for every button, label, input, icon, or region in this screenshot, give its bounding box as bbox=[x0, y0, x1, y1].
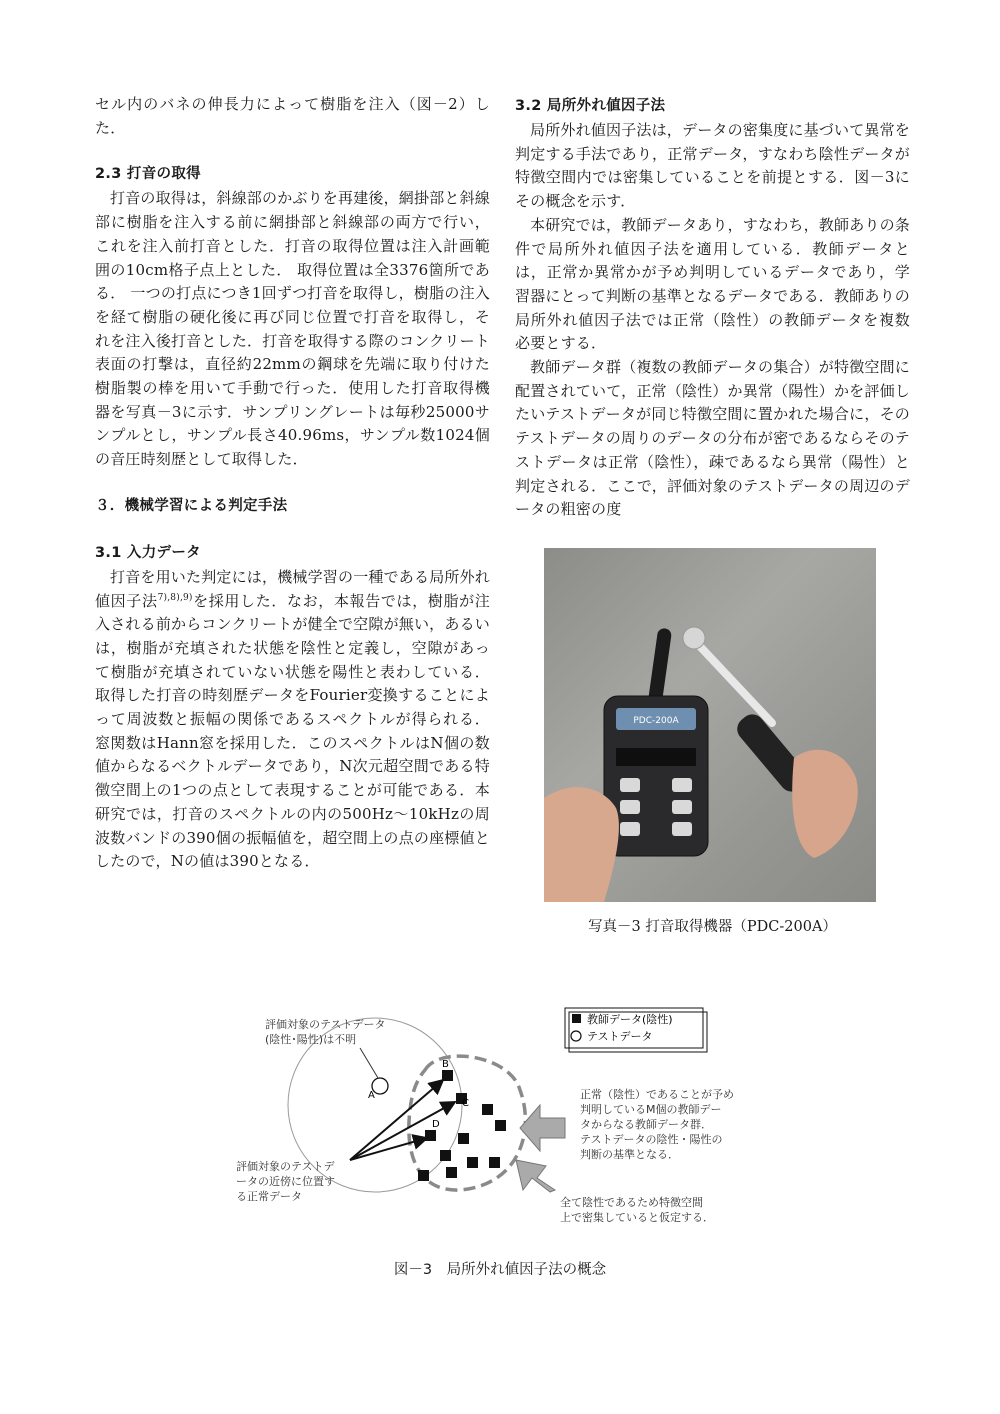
device-screen-shape bbox=[616, 748, 696, 766]
section-heading-3-2: 3.2 局所外れ値因子法 bbox=[515, 98, 666, 114]
neighbor-label-line3: る正常データ bbox=[236, 1190, 302, 1203]
device-illustration bbox=[544, 548, 876, 902]
section-heading-3: ３．機械学習による判定手法 bbox=[95, 497, 288, 514]
group-label-line5: 判断の基準となる． bbox=[580, 1148, 679, 1161]
right-column bbox=[515, 93, 910, 522]
neighbor-label-line2: ータの近傍に位置す bbox=[236, 1175, 335, 1188]
teacher-group-boundary bbox=[409, 1056, 526, 1190]
point-a-label: A bbox=[368, 1090, 375, 1101]
group-label-line2: 判明しているM個の教師デー bbox=[580, 1103, 722, 1116]
device-label-text: PDC-200A bbox=[633, 716, 679, 726]
citation-superscript: 7),8),9) bbox=[157, 592, 193, 603]
unknown-label-line1: 評価対象のテストデータ bbox=[265, 1018, 386, 1031]
paragraph-3-2-third: 教師データ群（複数の教師データの集合）が特徴空間に配置されていて，正常（陰性）か異常（陽性）かを評価したいテストデータが同じ特徴空間に置かれた場合に，そのテストデータの周りのデータの分布が密であるならそのテストデータは正常（陰性），疎であるなら異常（陽性）と判定される．ここで，評価対象のテストデータの周辺のデータの粗密の度 bbox=[515, 358, 911, 519]
paragraph-3-1-part-a: 打音を用いた判定には，機械学習の一種である局所外れ値因子法 bbox=[95, 567, 491, 610]
group-label-line1: 正常（陰性）であることが予め bbox=[580, 1088, 734, 1101]
legend-teacher-marker bbox=[572, 1014, 581, 1023]
point-b-label: B bbox=[442, 1059, 449, 1070]
steel-ball-shape bbox=[683, 627, 705, 649]
paragraph-2-3: 打音の取得は，斜線部のかぶりを再建後，網掛部と斜線部に樹脂を注入する前に網掛部と斜線部の両方で行い，これを注入前打音とした．打音の取得位置は注入計画範囲の10cm格子点上とした． 取得位置は全3376箇所である． 一つの打点につき1回ずつ打音を取得し，樹脂の注入を経て樹脂の硬化後に再び同じ位置で打音を取得し，それを注入後打音とした．打音を取得する際のコンクリート表面の打撃は，直径約22mmの鋼球を先端に取り付けた樹脂製の棒を用いて手動で行った．使用した打音取得機器を写真－3に示す．サンプリングレートは毎秒25000サンプルとし，サンプル長さ40.96ms，サンプル数1024個の音圧時刻歴として取得した． bbox=[95, 189, 491, 469]
paragraph-continued: セル内のバネの伸長力によって樹脂を注入（図－2）した． bbox=[95, 95, 490, 137]
point-d-label: D bbox=[432, 1119, 440, 1130]
left-column bbox=[95, 93, 490, 874]
right-hand-shape bbox=[792, 750, 858, 858]
legend-test-label: テストデータ bbox=[587, 1030, 653, 1043]
point-c-label: C bbox=[462, 1098, 469, 1109]
dense-label-line1: 全て陰性であるため特徴空間 bbox=[560, 1196, 703, 1209]
dense-pointer-arrow bbox=[516, 1160, 555, 1192]
legend-teacher-label: 教師データ(陰性) bbox=[587, 1013, 673, 1026]
group-label-line3: タからなる教師データ群． bbox=[580, 1118, 712, 1131]
neighbor-label-line1: 評価対象のテストデ bbox=[236, 1160, 335, 1173]
figure-lof-concept bbox=[220, 1000, 780, 1240]
dense-label-line2: 上で密集していると仮定する． bbox=[560, 1211, 714, 1224]
paragraph-3-1 bbox=[95, 566, 490, 874]
paragraph-3-2-first: 局所外れ値因子法は，データの密集度に基づいて異常を判定する手法であり，正常データ，すなわち陰性データが特徴空間内では密集していることを前提とする．図－3にその概念を示す． bbox=[515, 121, 911, 211]
figure-lof-svg bbox=[220, 1000, 780, 1240]
figure-3-caption: 図－3 局所外れ値因子法の概念 bbox=[393, 1262, 607, 1278]
paragraph-3-1-part-b: を採用した．なお，本報告では，樹脂が注入される前からコンクリートが健全で空隙が無い，あるいは，樹脂が充填された状態を陰性と定義し，空隙があって樹脂が充填されていない状態を陽性と表わしている．取得した打音の時刻歴データをFourier変換することによって周波数と振幅の関係であるスペクトルが得られる． 窓関数はHann窓を採用した．このスペクトルはN個の数値からなるベクトルデータであり，N次元超空間である特徴空間上の1つの点として表現することが可能である．本研究では，打音のスペクトルの内の500Hz～10kHzの周波数バンドの390個の振幅値を，超空間上の点の座標値としたので，Nの値は390となる． bbox=[95, 591, 490, 871]
legend-test-marker bbox=[571, 1031, 581, 1041]
group-label-line4: テストデータの陰性・陽性の bbox=[580, 1133, 723, 1146]
left-hand-shape bbox=[544, 787, 619, 902]
paragraph-3-2-second: 本研究では，教師データあり，すなわち，教師ありの条件で局所外れ値因子法を適用している．教師データとは，正常か異常かが予め判明しているデータであり，学習器にとって判断の基準となるデータである．教師ありの局所外れ値因子法では正常（陰性）の教師データを複数必要とする． bbox=[515, 215, 911, 353]
unknown-label-leader bbox=[360, 1048, 378, 1078]
photo-hammering-device bbox=[544, 548, 876, 902]
photo-caption: 写真－3 打音取得機器（PDC-200A） bbox=[588, 919, 837, 935]
section-heading-3-1: 3.1 入力データ bbox=[95, 544, 201, 561]
unknown-label-line2: (陰性･陽性)は不明 bbox=[265, 1033, 357, 1046]
section-heading-2-3: 2.3 打音の取得 bbox=[95, 166, 201, 183]
